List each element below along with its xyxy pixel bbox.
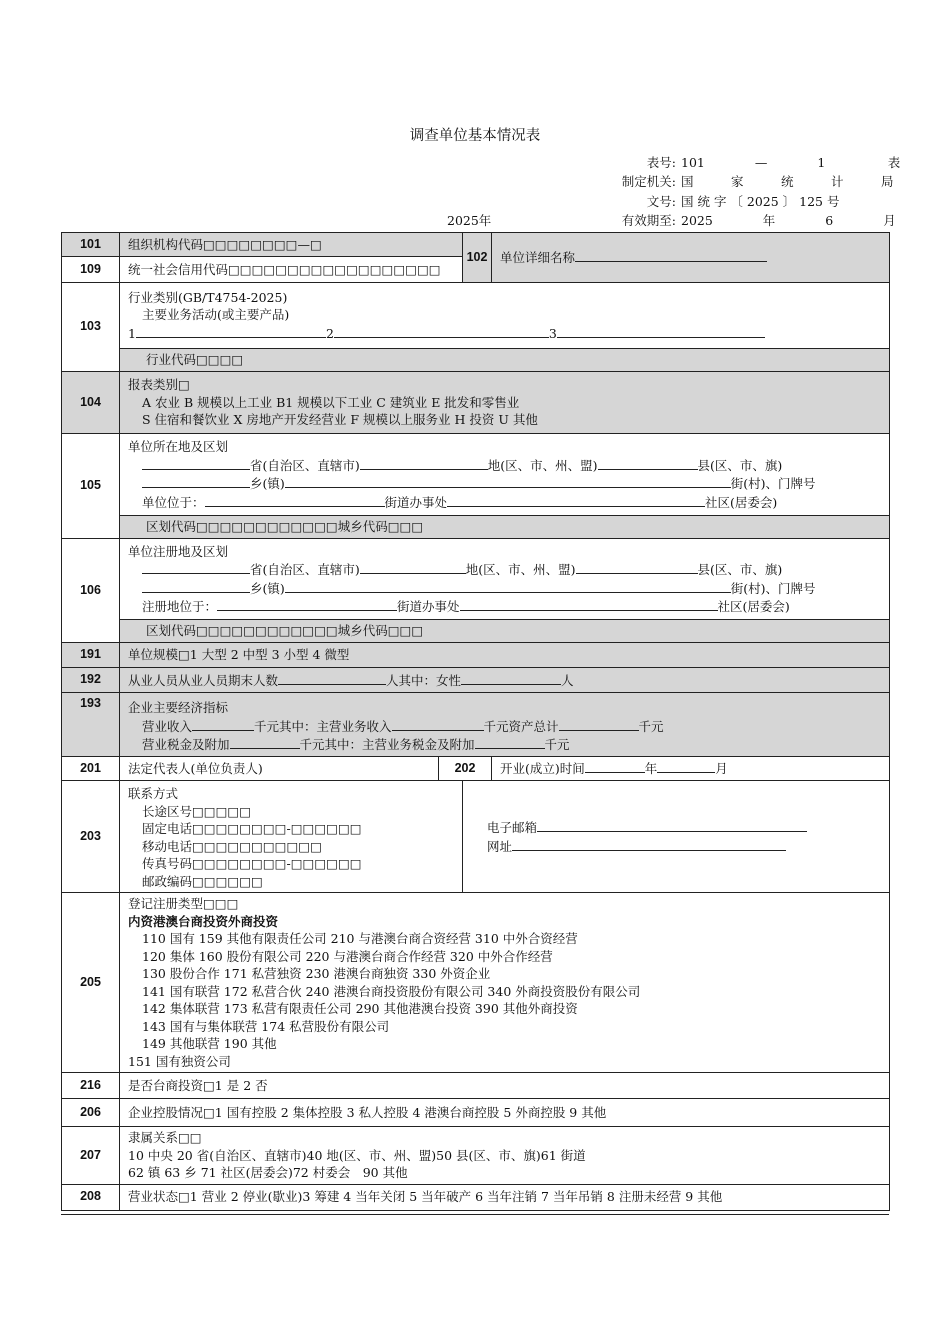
meta-label: 有效期至: xyxy=(621,213,676,228)
website-label: 网址 xyxy=(487,838,513,854)
registration-type-option: 110 国有 159 其他有限责任公司 210 与港澳台商合资经营 310 中外合资经营 xyxy=(142,931,578,946)
founding-month-blank[interactable] xyxy=(657,759,715,773)
location-section xyxy=(120,434,890,516)
total-assets-blank[interactable] xyxy=(559,717,639,731)
registration-type-option: 142 集体联营 173 私营有限责任公司 290 其他港澳台投资 390 其他外商投资 xyxy=(142,1001,578,1016)
survey-form xyxy=(61,232,890,1211)
page-title: 调查单位基本情况表 xyxy=(409,128,541,144)
province-blank[interactable] xyxy=(142,456,250,470)
reg-province-label: 省(自治区、直辖市) xyxy=(250,562,360,577)
office-label: 街道办事处 xyxy=(384,494,448,510)
main-tax-label: 千元其中：主营业务税金及附加 xyxy=(299,737,475,753)
code-106: 106 xyxy=(62,539,120,643)
founding-date-section xyxy=(492,757,890,781)
activity-blank-2[interactable] xyxy=(334,324,549,338)
legal-rep-field[interactable]: 法定代表人(单位负责人) xyxy=(120,757,439,781)
location-line-3 xyxy=(128,493,881,512)
reg-community-blank[interactable] xyxy=(460,597,718,611)
affiliation-label: 隶属关系□□ xyxy=(128,1130,202,1145)
meta-doc-no xyxy=(595,192,885,210)
code-207: 207 xyxy=(62,1127,120,1185)
unit-name-field[interactable] xyxy=(492,233,890,283)
form-bottom-rule xyxy=(61,1214,889,1215)
registered-head: 单位注册地及区划 xyxy=(128,543,229,559)
code-208: 208 xyxy=(62,1184,120,1210)
main-tax-blank[interactable] xyxy=(475,735,545,749)
reg-city-label: 地(区、市、州、盟) xyxy=(465,562,576,577)
employees-female-blank[interactable] xyxy=(461,671,561,685)
meta-label: 文号: xyxy=(646,194,676,209)
postal-code-field[interactable]: 邮政编码□□□□□□ xyxy=(142,873,263,889)
reg-province-blank[interactable] xyxy=(142,560,250,574)
employees-female-label: 人其中：女性 xyxy=(386,672,462,688)
located-label: 单位位于： xyxy=(142,494,205,510)
activity-blank-3[interactable] xyxy=(557,324,765,338)
report-category-options-2: S 住宿和餐饮业 X 房地产开发经营业 F 规模以上服务业 H 投资 U 其他 xyxy=(142,412,538,428)
revenue-label: 营业收入 xyxy=(142,718,193,734)
affiliation-options-1: 10 中央 20 省(自治区、直辖市)40 地(区、市、州、盟)50 县(区、市、旗)61 街道 xyxy=(128,1147,586,1163)
contact-section xyxy=(120,781,463,893)
meta-value: 国 家 统 计 局 xyxy=(681,174,894,189)
street-blank[interactable] xyxy=(285,474,731,488)
code-102: 102 xyxy=(463,233,492,283)
meta-issuer xyxy=(595,172,894,190)
employees-total-label: 从业人员从业人员期末人数 xyxy=(128,672,279,688)
registration-type-option: 151 国有独资公司 xyxy=(128,1053,231,1069)
fixed-phone-field[interactable]: 固定电话□□□□□□□□-□□□□□□ xyxy=(142,821,362,836)
founding-label: 开业(成立)时间 xyxy=(500,761,585,777)
activity-num-1: 1 xyxy=(128,325,136,341)
street-label: 街(村)、门牌号 xyxy=(730,476,816,491)
province-label: 省(自治区、直辖市) xyxy=(250,457,360,473)
city-blank[interactable] xyxy=(360,456,488,470)
code-191: 191 xyxy=(62,643,120,668)
code-206: 206 xyxy=(62,1099,120,1127)
registration-type-option: 120 集体 160 股份有限公司 220 与港澳台商合作经营 320 中外合作经营 xyxy=(142,948,553,964)
registration-type-headings: 内资港澳台商投资外商投资 xyxy=(128,913,279,929)
location-line-2 xyxy=(128,474,881,493)
location-head: 单位所在地及区划 xyxy=(128,439,229,454)
operating-status-field[interactable]: 营业状态□1 营业 2 停业(歇业)3 筹建 4 当年关闭 5 当年破产 6 当年注销 7 当年吊销 8 注册未经营 9 其他 xyxy=(120,1184,890,1210)
holding-status-field[interactable]: 企业控股情况□1 国有控股 2 集体控股 3 私人控股 4 港澳台商控股 5 外商控股 9 其他 xyxy=(120,1099,890,1127)
report-category-options-1: A 农业 B 规模以上工业 B1 规模以下工业 C 建筑业 E 批发和零售业 xyxy=(142,394,520,410)
tax-blank[interactable] xyxy=(230,735,300,749)
report-category-section[interactable] xyxy=(120,372,890,434)
code-104: 104 xyxy=(62,372,120,434)
taiwan-investment-field[interactable]: 是否台商投资□1 是 2 否 xyxy=(120,1073,890,1099)
founding-month-label: 月 xyxy=(715,761,728,777)
community-blank[interactable] xyxy=(447,493,705,507)
code-101: 101 xyxy=(62,233,120,257)
town-blank[interactable] xyxy=(142,474,250,488)
district-code-field[interactable]: 区划代码□□□□□□□□□□□□城乡代码□□□ xyxy=(120,516,890,539)
affiliation-options-2: 62 镇 63 乡 71 社区(居委会)72 村委会 90 其他 xyxy=(128,1165,408,1180)
reg-community-label: 社区(居委会) xyxy=(717,599,790,614)
website-line xyxy=(487,837,881,856)
reg-district-code-field[interactable]: 区划代码□□□□□□□□□□□□城乡代码□□□ xyxy=(120,620,890,643)
code-201: 201 xyxy=(62,757,120,781)
reg-county-label: 县(区、市、旗) xyxy=(697,562,783,577)
revenue-blank[interactable] xyxy=(192,717,254,731)
registration-type-option: 143 国有与集体联营 174 私营股份有限公司 xyxy=(142,1018,390,1034)
website-blank[interactable] xyxy=(512,837,786,851)
report-category-label: 报表类别□ xyxy=(128,377,190,393)
email-label: 电子邮箱 xyxy=(487,820,538,835)
county-label: 县(区、市、旗) xyxy=(697,457,783,473)
employees-unit-label: 人 xyxy=(561,672,574,688)
fax-field[interactable]: 传真号码□□□□□□□□-□□□□□□ xyxy=(142,856,362,871)
unit-name-blank[interactable] xyxy=(575,248,767,262)
registration-type-option: 149 其他联营 190 其他 xyxy=(142,1036,277,1051)
code-103: 103 xyxy=(62,283,120,372)
reg-town-blank[interactable] xyxy=(142,579,250,593)
county-blank[interactable] xyxy=(598,456,698,470)
industry-section xyxy=(120,283,890,349)
meta-value: 国 统 字 〔 2025 〕 125 号 xyxy=(681,194,840,209)
affiliation-section[interactable] xyxy=(120,1127,890,1185)
community-label: 社区(居委会) xyxy=(705,494,778,510)
office-blank[interactable] xyxy=(205,493,385,507)
industry-class-label: 行业类别(GB/T4754-2025) xyxy=(128,289,288,305)
activity-num-3: 3 xyxy=(548,325,557,341)
code-192: 192 xyxy=(62,668,120,693)
economic-indicators-section xyxy=(120,693,890,757)
code-216: 216 xyxy=(62,1073,120,1099)
org-code-field[interactable]: 组织机构代码□□□□□□□□—□ xyxy=(120,233,463,257)
location-line-1 xyxy=(128,456,881,475)
registration-type-option: 130 股份合作 171 私营独资 230 港澳台商独资 330 外资企业 xyxy=(142,966,491,981)
email-line xyxy=(487,818,881,837)
employees-section xyxy=(120,668,890,693)
tax-unit-label: 千元 xyxy=(544,737,570,753)
employees-total-blank[interactable] xyxy=(278,671,386,685)
reg-located-label: 注册地位于： xyxy=(142,599,218,614)
email-blank[interactable] xyxy=(537,818,807,832)
main-revenue-blank[interactable] xyxy=(392,717,484,731)
meta-value: 101 — 1 表 xyxy=(681,155,901,170)
code-205: 205 xyxy=(62,893,120,1073)
meta-valid xyxy=(595,211,896,229)
meta-form-no xyxy=(595,153,901,171)
mobile-phone-field[interactable]: 移动电话□□□□□□□□□□□ xyxy=(142,838,322,854)
main-activity-blanks xyxy=(128,324,881,343)
economic-head: 企业主要经济指标 xyxy=(128,700,229,716)
reg-office-label: 街道办事处 xyxy=(397,599,460,614)
registered-line-2 xyxy=(128,579,881,598)
code-203: 203 xyxy=(62,781,120,893)
assets-unit-label: 千元 xyxy=(638,718,664,734)
online-contact-section xyxy=(463,781,890,893)
registration-type-label: 登记注册类型□□□ xyxy=(128,896,239,911)
meta-label: 制定机关: xyxy=(621,174,676,189)
activity-blank-1[interactable] xyxy=(136,324,326,338)
code-109: 109 xyxy=(62,257,120,283)
activity-num-2: 2 xyxy=(325,325,334,341)
meta-value: 2025 年 6 月 xyxy=(681,213,896,228)
reg-street-label: 街(村)、门牌号 xyxy=(730,580,816,596)
registered-line-3 xyxy=(128,597,881,616)
code-193: 193 xyxy=(62,693,120,757)
unit-name-label: 单位详细名称 xyxy=(500,250,576,266)
economic-line-1 xyxy=(128,717,881,736)
main-activity-label: 主要业务活动(或主要产品) xyxy=(142,307,290,323)
area-code-field[interactable]: 长途区号□□□□□ xyxy=(142,803,252,819)
main-revenue-label: 千元其中：主营业务收入 xyxy=(254,718,392,734)
founding-year-label: 年 xyxy=(644,761,658,777)
city-label: 地(区、市、州、盟) xyxy=(487,457,598,473)
unit-scale-field[interactable]: 单位规模□1 大型 2 中型 3 小型 4 微型 xyxy=(120,643,890,668)
town-label: 乡(镇) xyxy=(250,476,285,491)
registration-type-section[interactable] xyxy=(120,893,890,1073)
industry-code-field[interactable]: 行业代码□□□□ xyxy=(120,349,890,372)
registered-location-section xyxy=(120,539,890,620)
economic-line-2 xyxy=(128,735,881,754)
reg-town-label: 乡(镇) xyxy=(250,580,285,596)
code-202: 202 xyxy=(439,757,492,781)
reg-county-blank[interactable] xyxy=(576,560,698,574)
total-assets-label: 千元资产总计 xyxy=(483,718,559,734)
meta-label: 表号: xyxy=(646,155,676,170)
founding-year-blank[interactable] xyxy=(585,759,645,773)
contact-head: 联系方式 xyxy=(128,786,179,801)
tax-label: 营业税金及附加 xyxy=(142,737,230,753)
code-105: 105 xyxy=(62,434,120,539)
reg-street-blank[interactable] xyxy=(285,579,731,593)
reg-city-blank[interactable] xyxy=(360,560,466,574)
reg-office-blank[interactable] xyxy=(217,597,397,611)
report-year: 2025年 xyxy=(447,213,492,228)
credit-code-field[interactable]: 统一社会信用代码□□□□□□□□□□□□□□□□□□ xyxy=(120,257,463,283)
registration-type-option: 141 国有联营 172 私营合伙 240 港澳台商投资股份有限公司 340 外商投资股份有限公司 xyxy=(142,983,641,999)
registered-line-1 xyxy=(128,560,881,579)
